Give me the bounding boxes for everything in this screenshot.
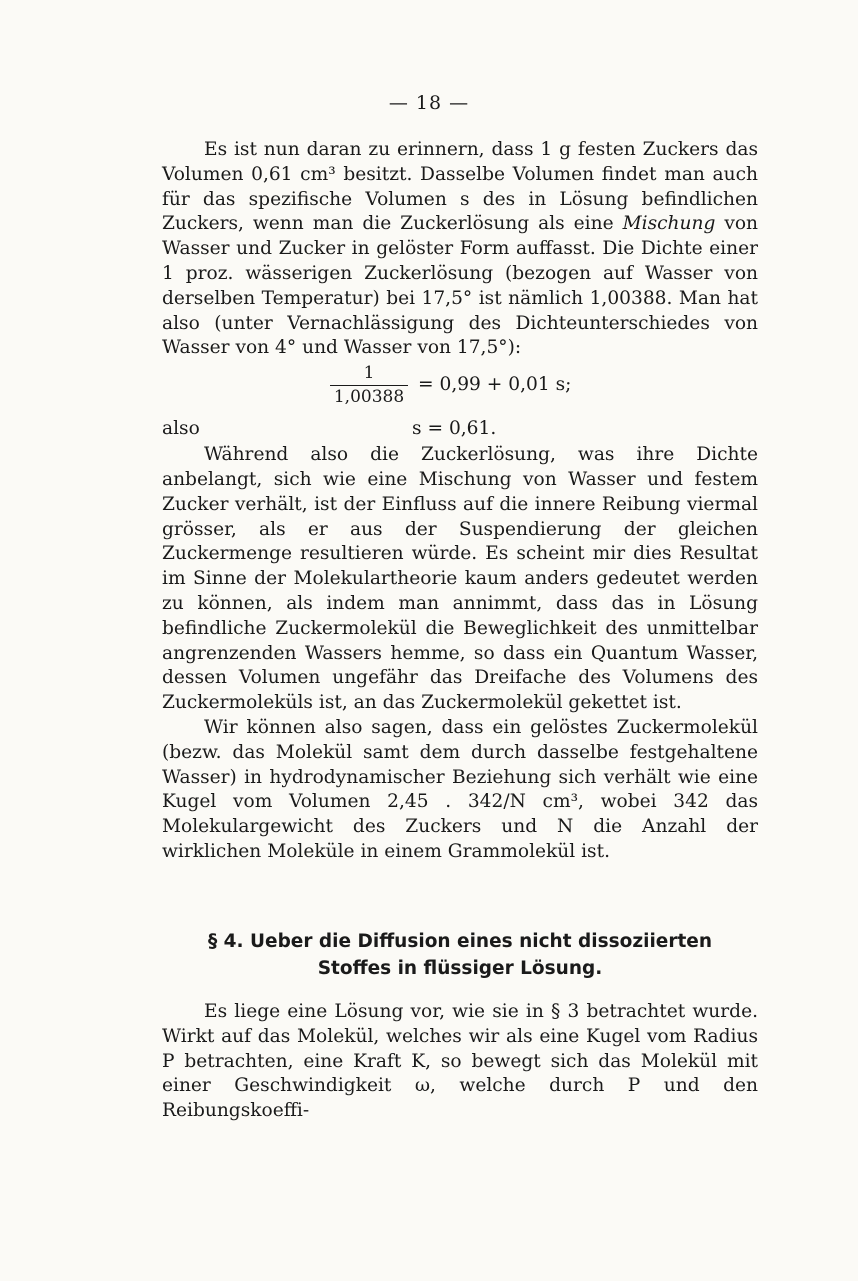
paragraph-1-italic: Mischung [622, 213, 716, 235]
paragraph-1-tail: von Wasser und Zucker in gelöster Form auffasst. Die Dichte einer 1 proz. wässerigen Zuckerlösung (bezogen auf Wasser von derselben Temperatur) bei 17,5° ist nämlich 1,00388. Man hat also (unter Vernachlässigung des Dichteunterschiedes von Wasser von 4° und Wasser von 17,5°): [162, 213, 758, 359]
fraction-denominator: 1,00388 [333, 387, 405, 408]
paragraph-4: Es liege eine Lösung vor, wie sie in § 3 betrachtet wurde. Wirkt auf das Molekül, welches wir als eine Kugel vom Radius P betrachten, eine Kraft K, so bewegt sich das Molekül mit einer Geschwindigkeit ω, welche durch P und den Reibungskoeffi- [162, 1001, 758, 1122]
section-heading-line-2: Stoffes in flüssiger Lösung. [317, 958, 603, 979]
fraction-numerator: 1 [363, 363, 375, 384]
also-equation: s = 0,61. [412, 418, 497, 440]
section-4-column [162, 1000, 758, 1124]
fraction [330, 363, 408, 408]
paragraph-1-text: Es ist nun daran zu erinnern, dass 1 g festen Zuckers das Volumen 0,61 cm³ besitzt. Dasselbe Volumen findet man auch für das spezifische Volumen s des in Lösung befindlichen Zuckers, wenn man die Zuckerlösung als eine [162, 139, 758, 235]
page-number: — 18 — [388, 92, 470, 114]
paragraph-1 [162, 138, 758, 361]
formula-rhs: = 0,99 + 0,01 s; [418, 374, 572, 396]
paragraph-3: Wir können also sagen, dass ein gelöstes Zuckermolekül (bezw. das Molekül samt dem durch dasselbe festgehaltene Wasser) in hydrodynamischer Beziehung sich verhält wie eine Kugel vom Volumen 2,45 . 342/N cm³, wobei 342 das Molekulargewicht des Zuckers und N die Anzahl der wirklichen Moleküle in einem Grammolekül ist. [162, 716, 758, 862]
paragraph-2: Während also die Zuckerlösung, was ihre Dichte anbelangt, sich wie eine Mischung von Wasser und festem Zucker verhält, ist der Einfluss auf die innere Reibung viermal grösser, als er aus der Suspendierung der gleichen Zuckermenge resultieren würde. Es scheint mir dies Resultat im Sinne der Molekulartheorie kaum anders gedeutet werden zu können, als indem man annimmt, dass das in Lösung befindliche Zuckermolekül die Beweglichkeit des unmittelbar angrenzenden Wassers hemme, so dass ein Quantum Wasser, dessen Volumen ungefähr das Dreifache des Volumens des Zuckermoleküls ist, an das Zuckermolekül gekettet ist. [162, 444, 758, 714]
section-heading-line-1: § 4. Ueber die Diffusion eines nicht dissoziierten [207, 931, 713, 952]
also-label: also [162, 418, 200, 440]
also-line [162, 415, 758, 443]
density-formula [162, 363, 758, 415]
main-column [162, 138, 758, 865]
section-heading [162, 928, 758, 982]
